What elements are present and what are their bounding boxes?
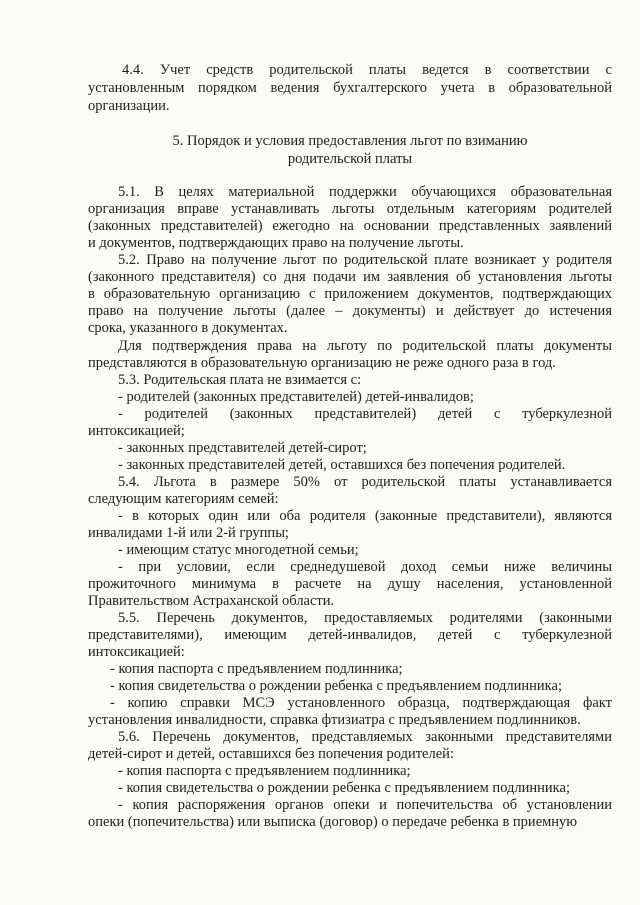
text-line: представителями), имеющим детей-инвалидов, детей с туберкулезной	[88, 627, 612, 643]
list-item: - законных представителей детей, оставшихся без попечения родителей.	[118, 457, 566, 473]
list-item: - при условии, если среднедушевой доход семьи ниже величины	[118, 559, 612, 575]
list-item: - законных представителей детей-сирот;	[118, 440, 367, 456]
text-line: организация вправе устанавливать льготы отдельным категориям родителей	[88, 201, 612, 217]
section-heading: родительской платы	[287, 151, 413, 167]
text-line: право на получение льготы (далее – документы) и действует до истечения	[88, 303, 612, 319]
text-line: представляются в образовательную организацию не реже одного раза в год.	[88, 355, 556, 371]
list-item: - родителей (законных представителей) детей-инвалидов;	[118, 389, 474, 405]
list-item: - родителей (законных представителей) детей с туберкулезной	[118, 406, 612, 422]
text-line: интоксикацией;	[88, 423, 185, 439]
text-line: срока, указанного в документах.	[88, 320, 288, 336]
text-line: организации.	[88, 98, 170, 114]
text-line: (законных представителей) ежегодно на основании представленных заявлений	[88, 218, 612, 234]
text-line: 5.4. Льгота в размере 50% от родительской платы устанавливается	[118, 474, 612, 490]
text-line: детей-сирот и детей, оставшихся без попечения родителей:	[88, 746, 454, 762]
text-line: 5.3. Родительская плата не взимается с:	[118, 372, 362, 388]
section-heading: 5. Порядок и условия предоставления льгот по взиманию	[172, 133, 528, 149]
list-item: - копия свидетельства о рождении ребенка с предъявлением подлинника;	[118, 780, 570, 796]
text-line: (законного представителя) со дня подачи им заявления об установления льготы	[88, 269, 612, 285]
text-line: 5.6. Перечень документов, представляемых законными представителями	[118, 729, 612, 745]
text-line: следующим категориям семей:	[88, 491, 279, 507]
list-item: - копия свидетельства о рождении ребенка с предъявлением подлинника;	[110, 678, 562, 694]
text-line: опеки (попечительства) или выписка (договор) о передаче ребенка в приемную	[88, 814, 578, 830]
list-item: - в которых один или оба родителя (законные представители), являются	[118, 508, 612, 524]
list-item: - копия паспорта с предъявлением подлинника;	[118, 763, 411, 779]
text-line: прожиточного минимума в расчете на душу населения, установленной	[88, 576, 612, 592]
text-line: 5.1. В целях материальной поддержки обучающихся образовательная	[118, 184, 612, 200]
text-line: интоксикацией:	[88, 644, 185, 660]
list-item: - копия распоряжения органов опеки и попечительства об установлении	[118, 797, 612, 813]
text-line: 5.2. Право на получение льгот по родительской плате возникает у родителя	[118, 252, 612, 268]
list-item: - копию справки МСЭ установленного образца, подтверждающая факт	[110, 695, 612, 711]
text-line: Правительством Астраханской области.	[88, 593, 335, 609]
text-line: установления инвалидности, справка фтизиатра с предъявлением подлинников.	[88, 712, 581, 728]
text-line: установленным порядком ведения бухгалтерского учета в образовательной	[88, 80, 612, 96]
text-line: инвалидами 1-й или 2-й группы;	[88, 525, 289, 541]
list-item: - имеющим статус многодетной семьи;	[118, 542, 359, 558]
text-line: 5.5. Перечень документов, предоставляемых родителями (законными	[118, 610, 612, 626]
text-line: и документов, подтверждающих право на получение льготы.	[88, 235, 464, 251]
text-line: в образовательную организацию с приложением документов, подтверждающих	[88, 286, 612, 302]
list-item: - копия паспорта с предъявлением подлинника;	[110, 661, 403, 677]
text-line: Для подтверждения права на льготу по родительской платы документы	[118, 338, 612, 354]
text-line: 4.4. Учет средств родительской платы ведется в соответствии с	[122, 62, 612, 78]
